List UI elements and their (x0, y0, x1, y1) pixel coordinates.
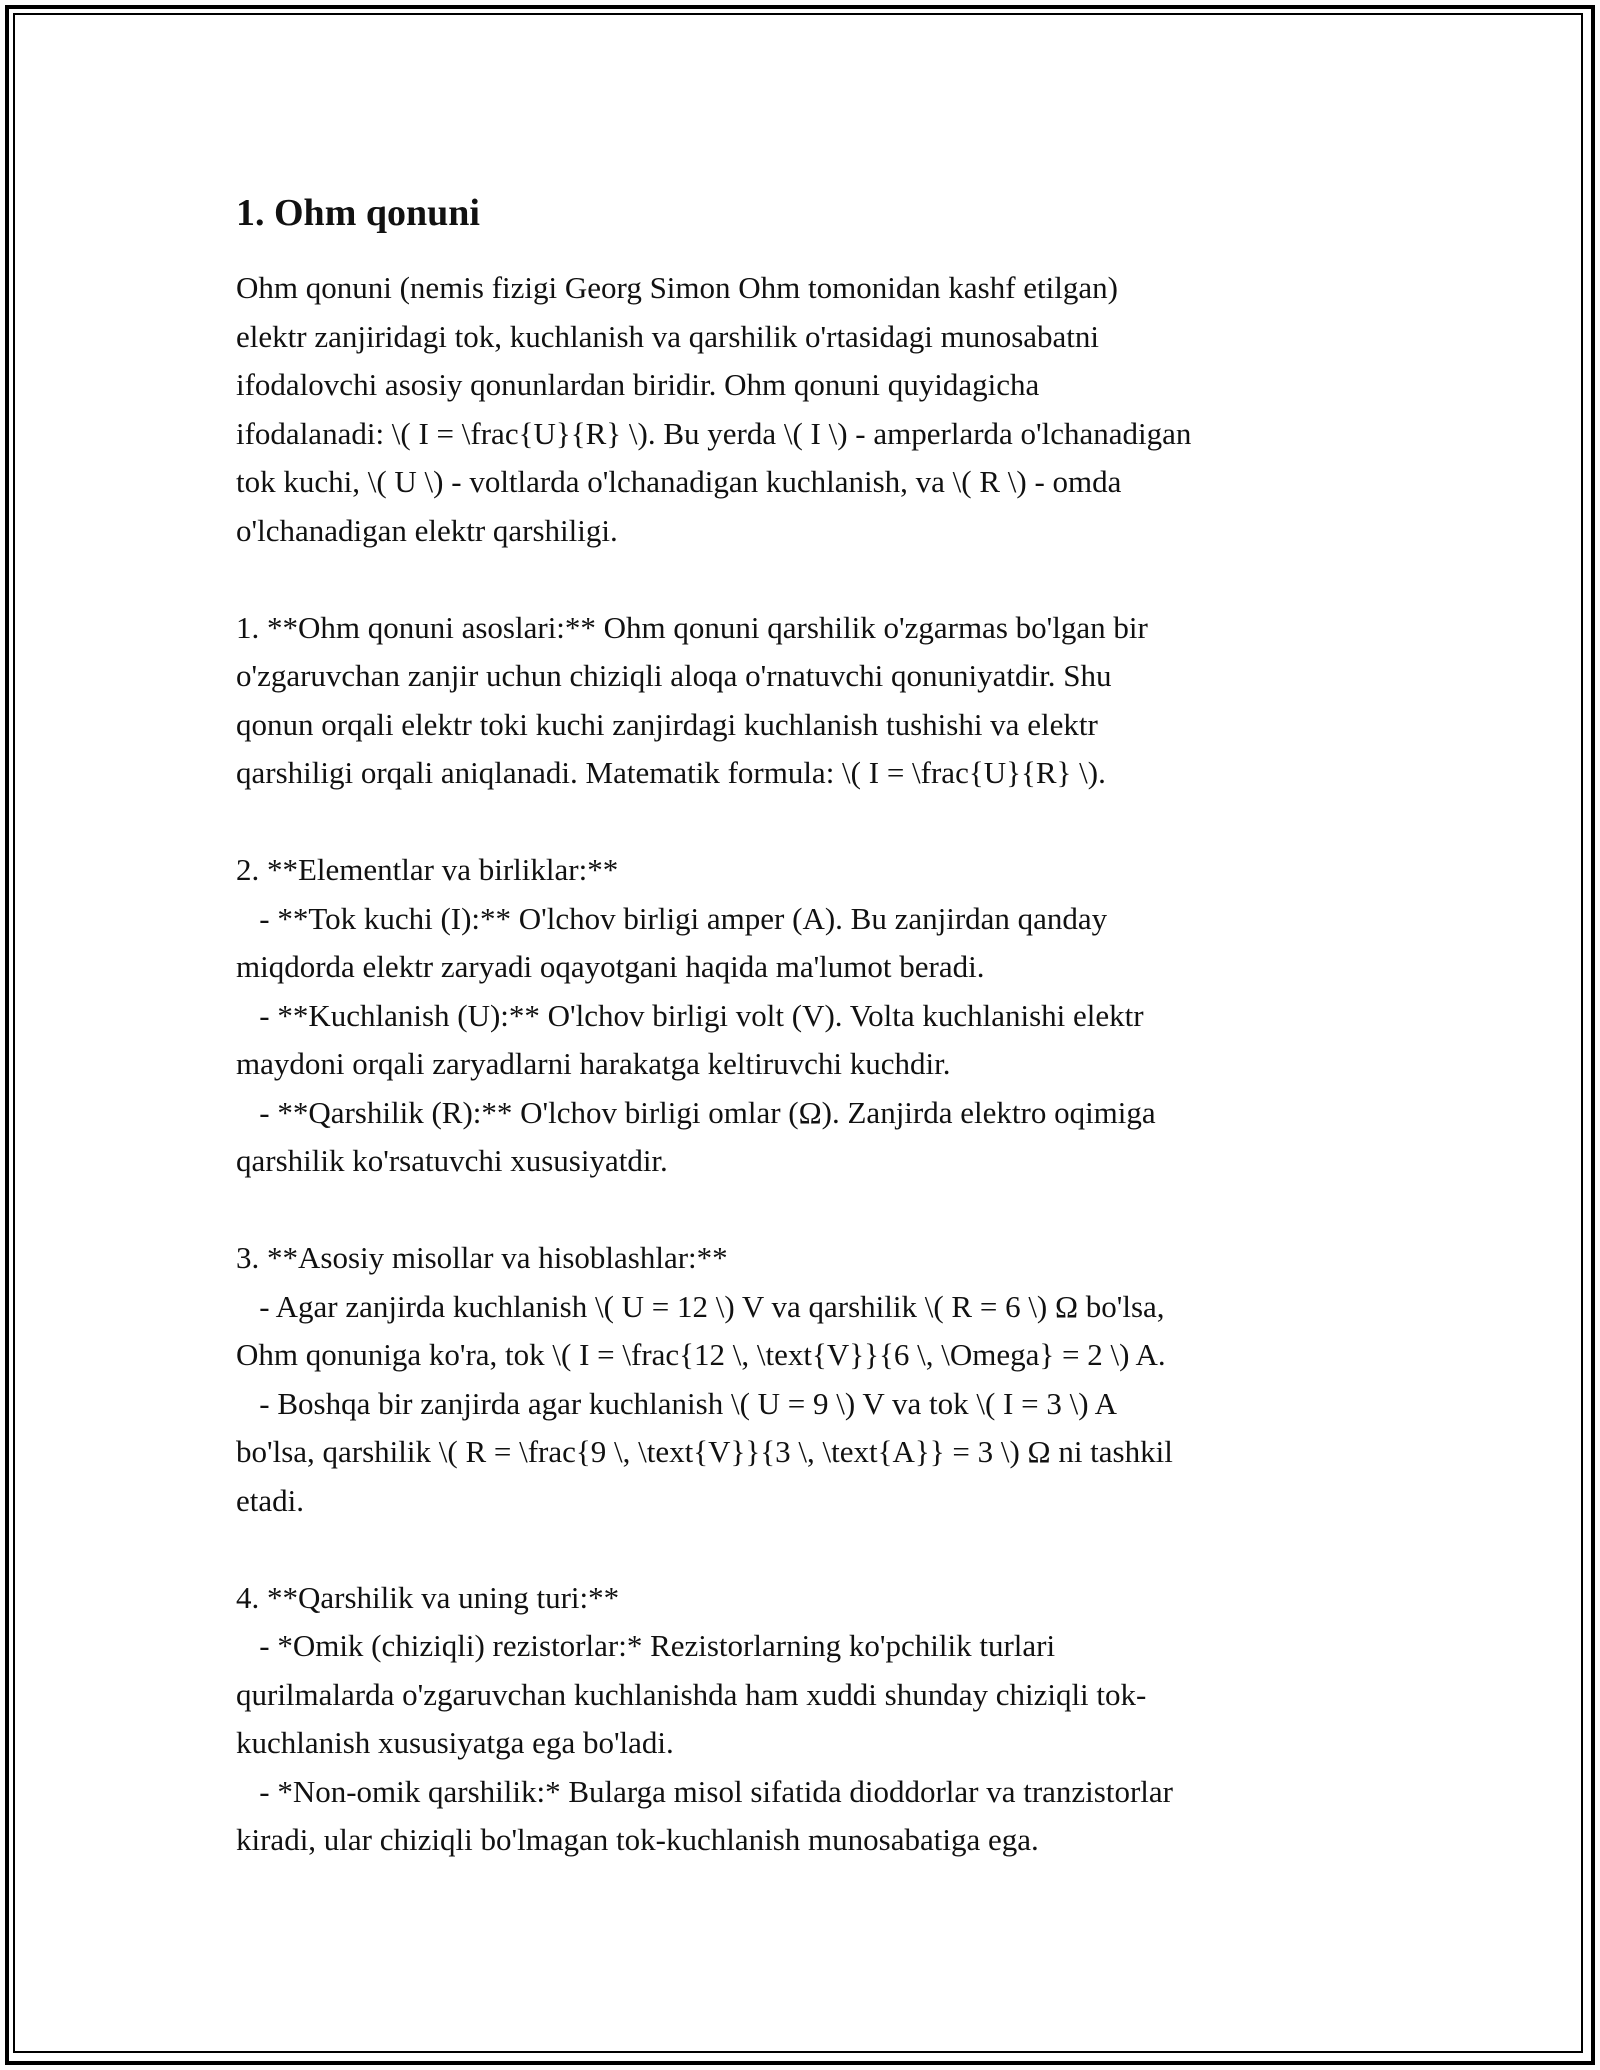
document-body (236, 186, 1376, 1865)
intro-paragraph: Ohm qonuni (nemis fizigi Georg Simon Ohm tomonidan kashf etilgan) elektr zanjiridagi tok, kuchlanish va qarshilik o'rtasidagi munosabatni ifodalovchi asosiy qonunlardan biridir. Ohm qonuni quyidagicha ifodalanadi: \( I = \frac{U}{R} \). Bu yerda \( I \) - amperlarda o'lchanadigan tok kuchi, \( U \) - voltlarda o'lchanadigan kuchlanish, va \( R \) - omda o'lchanadigan elektr qarshiligi. (236, 270, 1192, 548)
section-ohm-basics: 1. **Ohm qonuni asoslari:** Ohm qonuni qarshilik o'zgarmas bo'lgan bir o'zgaruvchan zanjir uchun chiziqli aloqa o'rnatuvchi qonuniyatdir. Shu qonun orqali elektr toki kuchi zanjirdagi kuchlanish tushishi va elektr qarshiligi orqali aniqlanadi. Matematik formula: \( I = \frac{U}{R} \). (236, 609, 1148, 790)
blank-line (236, 798, 1376, 847)
section-resistance-types: 4. **Qarshilik va uning turi:** - *Omik (chiziqli) rezistorlar:* Rezistorlarning ko'pchilik turlari qurilmalarda o'zgaruvchan kuchlanishda ham xuddi shunday chiziqli tok- kuchlanish xususiyatga ega bo'ladi. - *Non-omik qarshilik:* Bularga misol sifatida dioddorlar va tranzistorlar kiradi, ular chiziqli bo'lmagan tok-kuchlanish munosabatiga ega. (236, 1579, 1173, 1857)
section-elements-units: 2. **Elementlar va birliklar:** - **Tok kuchi (I):** O'lchov birligi amper (A). Bu zanjirdan qanday miqdorda elektr zaryadi oqayotgani haqida ma'lumot beradi. - **Kuchlanish (U):** O'lchov birligi volt (V). Volta kuchlanishi elektr maydoni orqali zaryadlarni harakatga keltiruvchi kuchdir. - **Qarshilik (R):** O'lchov birligi omlar (Ω). Zanjirda elektro oqimiga qarshilik ko'rsatuvchi xususiyatdir. (236, 852, 1156, 1178)
blank-line (236, 1186, 1376, 1235)
blank-line (236, 555, 1376, 604)
section-examples: 3. **Asosiy misollar va hisoblashlar:** - Agar zanjirda kuchlanish \( U = 12 \) V va qarshilik \( R = 6 \) Ω bo'lsa, Ohm qonuniga ko'ra, tok \( I = \frac{12 \, \text{V}}{6 \, \Omega} = 2 \) A. - Boshqa bir zanjirda agar kuchlanish \( U = 9 \) V va tok \( I = 3 \) A bo'lsa, qarshilik \( R = \frac{9 \, \text{V}}{3 \, \text{A}} = 3 \) Ω ni tashkil etadi. (236, 1240, 1173, 1518)
document-title: 1. Ohm qonuni (236, 192, 480, 234)
blank-line (236, 1525, 1376, 1574)
